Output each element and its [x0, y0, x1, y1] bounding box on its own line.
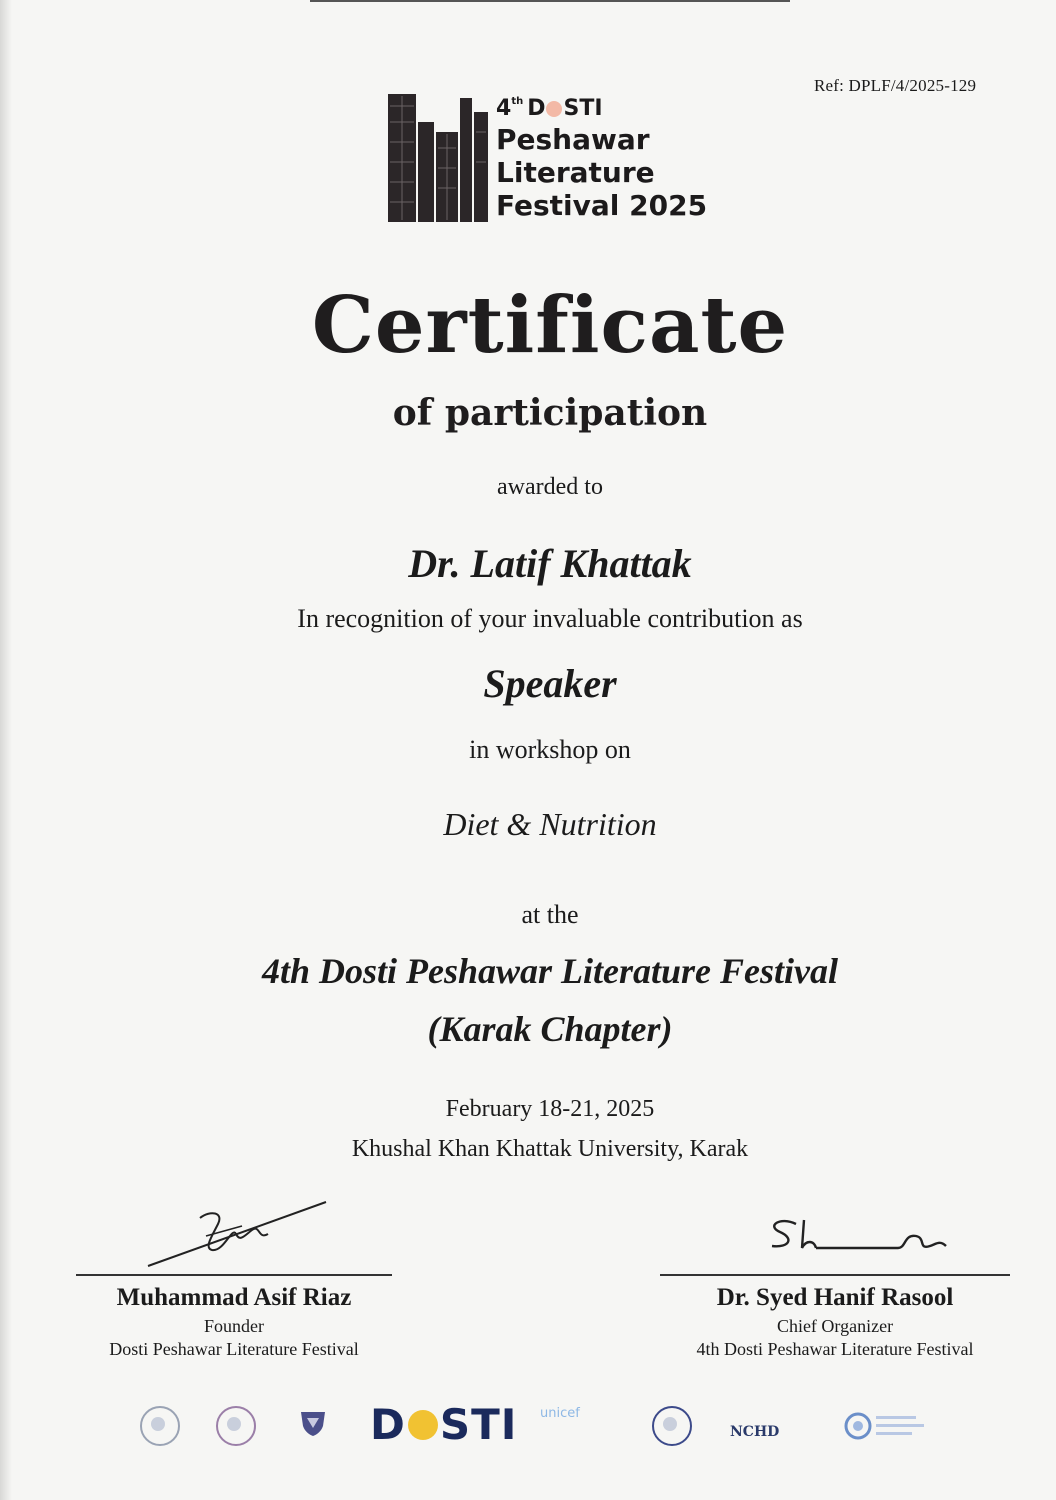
- university-seal-icon: [140, 1406, 180, 1446]
- organizer-name: Dr. Syed Hanif Rasool: [716, 1284, 954, 1311]
- festival-name: 4th Dosti Peshawar Literature Festival: [261, 951, 839, 991]
- top-border-line: [310, 0, 790, 2]
- logo-line-peshawar: Peshawar: [496, 123, 650, 156]
- event-date: February 18-21, 2025: [445, 1096, 655, 1122]
- event-venue: Khushal Khan Khattak University, Karak: [351, 1136, 749, 1162]
- founder-signature-block: [76, 1274, 392, 1360]
- dosti-partner-a: D: [370, 1400, 406, 1449]
- signature-line: [660, 1274, 1010, 1276]
- logo-dosti-b: STI: [563, 96, 603, 121]
- logo-line-festival: Festival 2025: [496, 189, 708, 222]
- founder-name: Muhammad Asif Riaz: [116, 1284, 352, 1311]
- festival-chapter: (Karak Chapter): [427, 1009, 673, 1049]
- unicef-logo: unicef: [540, 1406, 580, 1421]
- workshop-topic: Diet & Nutrition: [443, 806, 657, 842]
- awarded-to-text: awarded to: [497, 474, 603, 500]
- certificate-title: Certificate: [311, 280, 789, 371]
- festival-logo: [386, 92, 746, 232]
- reference-number: Ref: DPLF/4/2025-129: [814, 76, 977, 95]
- dosti-partner-logo: [370, 1400, 517, 1449]
- certificate-subtitle: of participation: [392, 392, 708, 434]
- logo-edition-number: 4: [496, 96, 512, 121]
- founder-signature-icon: [140, 1196, 340, 1272]
- logo-line-literature: Literature: [496, 156, 655, 189]
- at-the-text: at the: [521, 900, 579, 929]
- network-logo-icon: [844, 1406, 934, 1446]
- dosti-dot-icon: [408, 1410, 438, 1440]
- organizer-organization: 4th Dosti Peshawar Literature Festival: [696, 1339, 974, 1359]
- logo-dosti-a: D: [527, 96, 546, 121]
- organizer-signature-icon: [760, 1212, 960, 1262]
- logo-edition-suffix: th: [511, 96, 524, 107]
- workshop-label: in workshop on: [469, 735, 631, 764]
- signature-line: [76, 1274, 392, 1276]
- participant-role: Speaker: [483, 661, 617, 706]
- organizer-signature-block: [660, 1274, 1010, 1360]
- recognition-text: In recognition of your invaluable contribution as: [297, 604, 803, 633]
- dosti-partner-b: STI: [439, 1400, 518, 1449]
- nchd-logo: NCHD: [730, 1424, 780, 1440]
- founder-organization: Dosti Peshawar Literature Festival: [109, 1339, 359, 1359]
- recipient-name: Dr. Latif Khattak: [408, 541, 692, 586]
- shield-crest-icon: [298, 1408, 328, 1438]
- emblem-icon: [652, 1406, 692, 1446]
- organizer-title: Chief Organizer: [776, 1316, 894, 1336]
- logo-wordmark: [496, 94, 707, 223]
- founder-title: Founder: [204, 1316, 264, 1336]
- college-seal-icon: [216, 1406, 256, 1446]
- logo-dot-icon: [546, 101, 562, 117]
- partner-logos: [130, 1400, 970, 1460]
- books-logo-icon: [386, 92, 490, 224]
